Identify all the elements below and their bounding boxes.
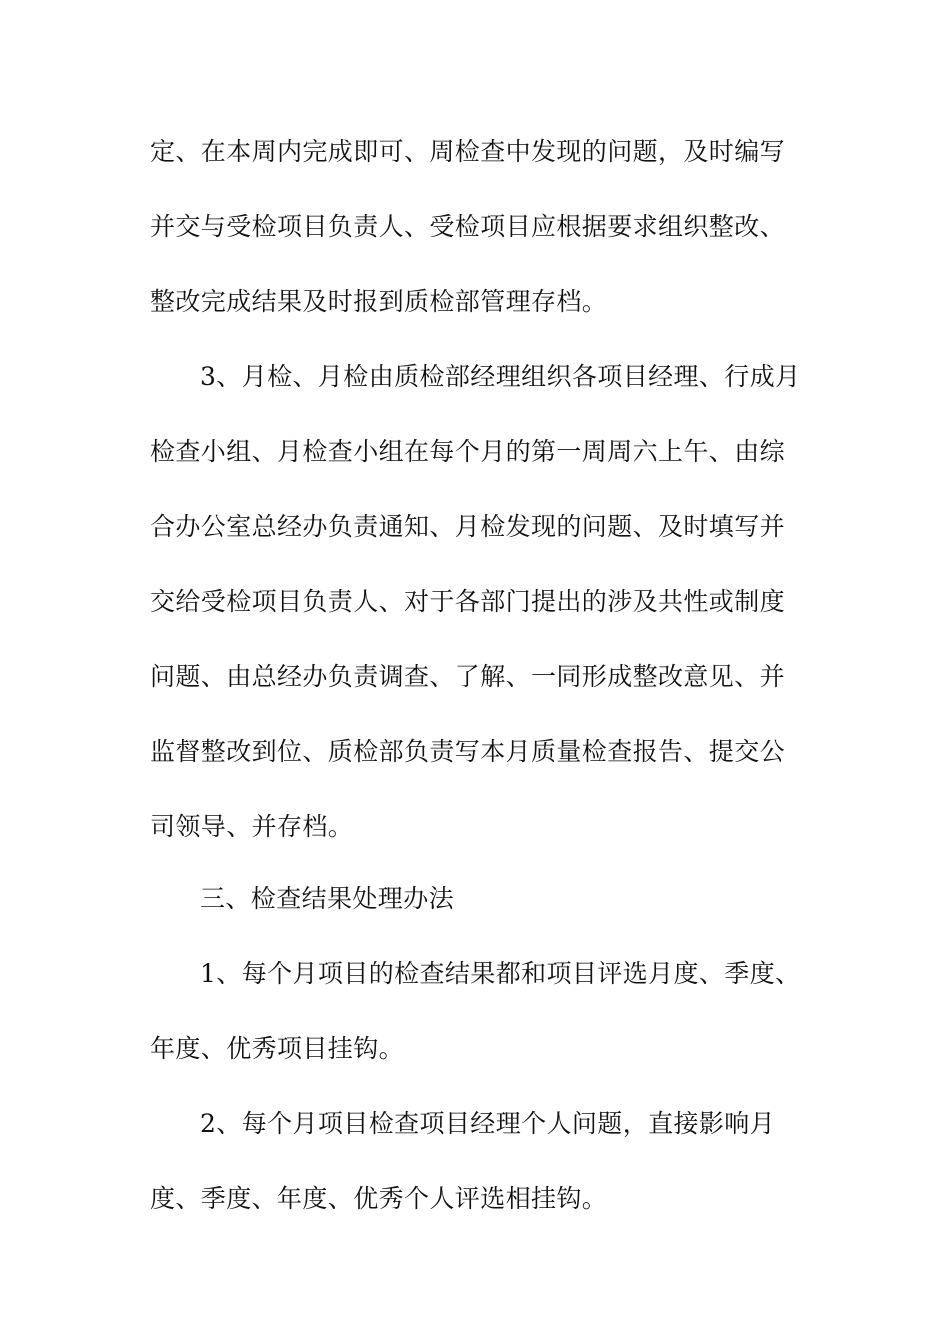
paragraph-line: 监督整改到位、质检部负责写本月质量检查报告、提交公 (150, 737, 786, 766)
paragraph-line: 检查小组、月检查小组在每个月的第一周周六上午、由综 (150, 437, 786, 466)
paragraph-line: 交给受检项目负责人、对于各部门提出的涉及共性或制度 (150, 587, 786, 616)
paragraph-line: 合办公室总经办负责通知、月检发现的问题、及时填写并 (150, 512, 786, 541)
section-heading: 三、检查结果处理办法 (200, 884, 455, 913)
paragraph-line: 度、季度、年度、优秀个人评选相挂钩。 (150, 1184, 608, 1213)
paragraph-line: 并交与受检项目负责人、受检项目应根据要求组织整改、 (150, 212, 786, 241)
paragraph-line: 定、在本周内完成即可、周检查中发现的问题，及时编写 (150, 137, 786, 166)
paragraph-line: 整改完成结果及时报到质检部管理存档。 (150, 287, 608, 316)
paragraph-line: 1、每个月项目的检查结果都和项目评选月度、季度、 (200, 959, 801, 988)
paragraph-line: 年度、优秀项目挂钩。 (150, 1034, 405, 1063)
paragraph-line: 3、月检、月检由质检部经理组织各项目经理、行成月 (200, 362, 801, 391)
paragraph-line: 司领导、并存档。 (150, 812, 354, 841)
paragraph-line: 2、每个月项目检查项目经理个人问题，直接影响月 (200, 1109, 776, 1138)
paragraph-line: 问题、由总经办负责调查、了解、一同形成整改意见、并 (150, 662, 786, 691)
